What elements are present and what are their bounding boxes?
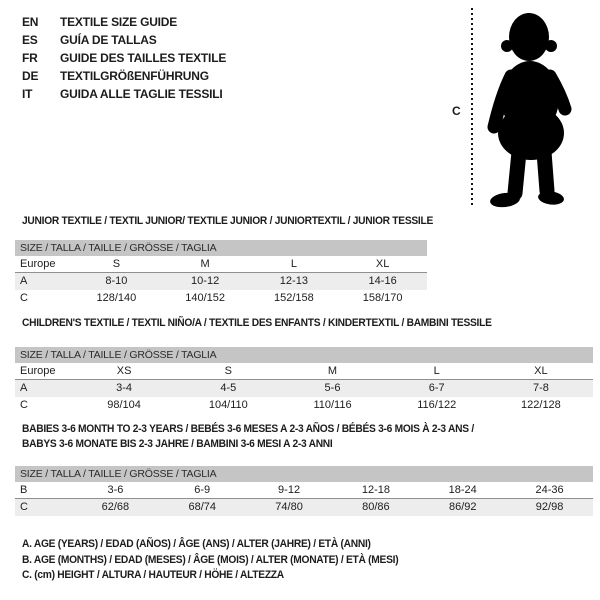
size-header-bar: SIZE / TALLA / TAILLE / GRÖSSE / TAGLIA (15, 240, 427, 256)
table-row (15, 482, 593, 499)
size-value-cell: 12-18 (361, 484, 390, 496)
language-code: EN (22, 15, 39, 29)
language-title: TEXTILE SIZE GUIDE (60, 15, 178, 29)
babies-title-line2: BABYS 3-6 MONATE BIS 2-3 JAHRE / BAMBINI 3-6 MESI A 2-3 ANNI (22, 438, 333, 450)
row-label: C (20, 292, 28, 304)
size-value-cell: 7-8 (532, 382, 549, 394)
size-value-cell: 3-6 (107, 484, 124, 496)
table-row (15, 273, 427, 290)
table-row (15, 380, 593, 397)
height-measure-label: C (452, 104, 461, 118)
language-row (22, 49, 226, 67)
baby-silhouette (478, 6, 595, 212)
language-title: GUÍA DE TALLAS (60, 33, 157, 47)
language-code: IT (22, 87, 33, 101)
size-value-cell: S (224, 365, 232, 377)
table-row (15, 256, 427, 273)
size-value-cell: 122/128 (521, 399, 561, 411)
size-value-cell: M (200, 258, 210, 270)
size-value-cell: 74/80 (275, 501, 303, 513)
junior-table-title: JUNIOR TEXTILE / TEXTIL JUNIOR/ TEXTILE JUNIOR / JUNIORTEXTIL / JUNIOR TESSILE (22, 215, 433, 227)
size-value-cell: 9-12 (278, 484, 301, 496)
row-label: C (20, 501, 28, 513)
language-title-list (22, 13, 226, 103)
babies-title-line1: BABIES 3-6 MONTH TO 2-3 YEARS / BEBÉS 3-6 MESES A 2-3 AÑOS / BÉBÉS 3-6 MOIS À 2-3 ANS / (22, 423, 474, 435)
size-value-cell: 128/140 (96, 292, 137, 304)
size-value-cell: 92/98 (535, 501, 564, 513)
size-value-cell: 12-13 (279, 275, 308, 287)
size-value-cell: XL (534, 365, 548, 377)
size-value-cell: 158/170 (362, 292, 403, 304)
language-title: TEXTILGRÖßENFÜHRUNG (60, 69, 209, 83)
size-value-cell: 104/110 (208, 399, 248, 411)
size-value-cell: 6-7 (428, 382, 445, 394)
table-row (15, 499, 593, 516)
legend-note-a: A. AGE (YEARS) / EDAD (AÑOS) / ÂGE (ANS) / ALTER (JAHRE) / ETÀ (ANNI) (22, 538, 371, 550)
language-code: FR (22, 51, 38, 65)
size-value-cell: XL (375, 258, 390, 270)
row-label: Europe (20, 258, 56, 270)
language-title: GUIDA ALLE TAGLIE TESSILI (60, 87, 223, 101)
size-value-cell: L (290, 258, 297, 270)
size-value-cell: 18-24 (448, 484, 477, 496)
size-value-cell: 86/92 (448, 501, 477, 513)
language-row (22, 13, 226, 31)
babies-table-title (22, 422, 474, 452)
legend-notes (22, 537, 427, 584)
row-label: A (20, 382, 28, 394)
size-value-cell: 14-16 (368, 275, 397, 287)
size-value-cell: L (433, 365, 440, 377)
size-value-cell: 8-10 (105, 275, 128, 287)
size-header-bar: SIZE / TALLA / TAILLE / GRÖSSE / TAGLIA (15, 466, 593, 482)
table-row (15, 363, 593, 380)
size-value-cell: M (327, 365, 338, 377)
row-label: B (20, 484, 28, 496)
size-value-cell: 6-9 (194, 484, 211, 496)
children-table-title: CHILDREN'S TEXTILE / TEXTIL NIÑO/A / TEXTILE DES ENFANTS / KINDERTEXTIL / BAMBINI TESSILE (22, 317, 492, 329)
size-value-cell: 80/86 (362, 501, 390, 513)
babies-size-table (15, 466, 593, 516)
size-value-cell: 68/74 (188, 501, 216, 513)
children-size-table (15, 347, 593, 414)
language-code: ES (22, 33, 38, 47)
size-value-cell: 110/116 (313, 399, 352, 411)
row-label: Europe (20, 365, 56, 377)
size-value-cell: 98/104 (107, 399, 141, 411)
size-value-cell: XS (116, 365, 132, 377)
size-value-cell: 4-5 (220, 382, 237, 394)
size-value-cell: S (112, 258, 121, 270)
height-measure-dashed-line (471, 8, 473, 207)
legend-note-c: C. (cm) HEIGHT / ALTURA / HAUTEUR / HÖHE / ALTEZZA (22, 569, 284, 581)
size-value-cell: 116/122 (417, 399, 457, 411)
size-header-bar: SIZE / TALLA / TAILLE / GRÖSSE / TAGLIA (15, 347, 593, 363)
table-row (15, 397, 593, 414)
size-value-cell: 62/68 (101, 501, 130, 513)
language-title: GUIDE DES TAILLES TEXTILE (60, 51, 227, 65)
size-value-cell: 3-4 (116, 382, 133, 394)
language-row (22, 31, 226, 49)
size-value-cell: 140/152 (185, 292, 225, 304)
junior-size-table (15, 240, 427, 307)
size-value-cell: 24-36 (535, 484, 564, 496)
size-value-cell: 5-6 (324, 382, 341, 394)
language-row (22, 67, 226, 85)
row-label: A (20, 275, 28, 287)
size-value-cell: 152/158 (273, 292, 314, 304)
language-code: DE (22, 69, 39, 83)
row-label: C (20, 399, 28, 411)
legend-note-b: B. AGE (MONTHS) / EDAD (MESES) / ÂGE (MOIS) / ALTER (MONATE) / ETÀ (MESI) (22, 553, 399, 566)
table-row (15, 290, 427, 307)
size-value-cell: 10-12 (191, 275, 220, 287)
language-row (22, 85, 226, 103)
